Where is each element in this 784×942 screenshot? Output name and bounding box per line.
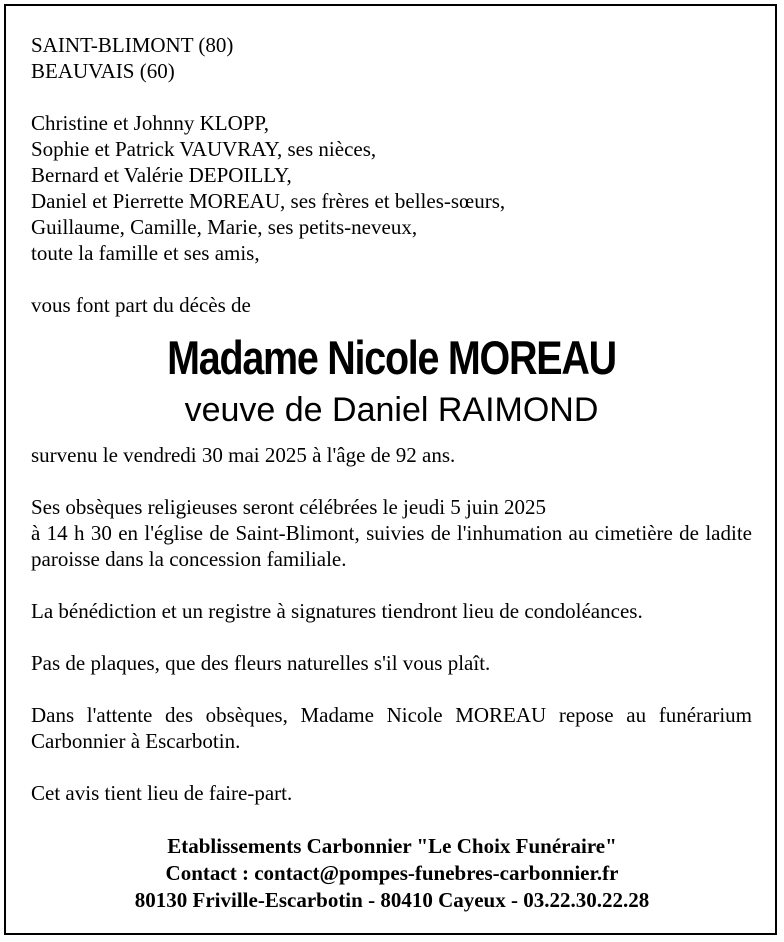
funeral-location-text: à 14 h 30 en l'église de Saint-Blimont, suivies de l'inhumation au cimetière de ladite paroisse dans la concession familiale.: [31, 521, 752, 571]
location-line: BEAUVAIS (60): [31, 59, 175, 83]
family-line: Sophie et Patrick VAUVRAY, ses nièces,: [31, 137, 377, 161]
resting-place-text: Dans l'attente des obsèques, Madame Nicole MOREAU repose au funérarium Carbonnier à Escarbotin.: [31, 703, 752, 753]
family-line: Christine et Johnny KLOPP,: [31, 111, 270, 135]
spacer: [31, 624, 752, 650]
spacer: [31, 676, 752, 702]
funeral-home-footer: [10, 833, 774, 914]
family-line: Bernard et Valérie DEPOILLY,: [31, 163, 292, 187]
death-date-text: survenu le vendredi 30 mai 2025 à l'âge de 92 ans.: [31, 443, 456, 467]
funeral-home-contact: Contact : contact@pompes-funebres-carbonnier.fr: [165, 861, 619, 885]
widow-of-line: veuve de Daniel RAIMOND: [184, 391, 599, 429]
spacer: [31, 84, 752, 110]
funeral-home-name: Etablissements Carbonnier "Le Choix Funéraire": [167, 834, 617, 858]
family-line: Guillaume, Camille, Marie, ses petits-neveux,: [31, 215, 418, 239]
location-line: SAINT-BLIMONT (80): [31, 33, 234, 57]
funeral-home-address: 80130 Friville-Escarbotin - 80410 Cayeux - 03.22.30.22.28: [134, 888, 650, 912]
funeral-date-text: Ses obsèques religieuses seront célébrées le jeudi 5 juin 2025: [31, 495, 546, 519]
deceased-name: Madame Nicole MOREAU: [167, 331, 616, 384]
family-line: Daniel et Pierrette MOREAU, ses frères et belles-sœurs,: [31, 189, 506, 213]
announcement-text: vous font part du décès de: [31, 293, 251, 317]
benediction-text: La bénédiction et un registre à signatures tiendront lieu de condoléances.: [31, 599, 643, 623]
no-plaques-text: Pas de plaques, que des fleurs naturelles s'il vous plaît.: [31, 651, 491, 675]
family-line: toute la famille et ses amis,: [31, 241, 260, 265]
notice-text: Cet avis tient lieu de faire-part.: [31, 781, 293, 805]
spacer: [31, 266, 752, 292]
obituary-body: [31, 32, 752, 806]
spacer: [31, 468, 752, 494]
spacer: [31, 572, 752, 598]
spacer: [31, 754, 752, 780]
